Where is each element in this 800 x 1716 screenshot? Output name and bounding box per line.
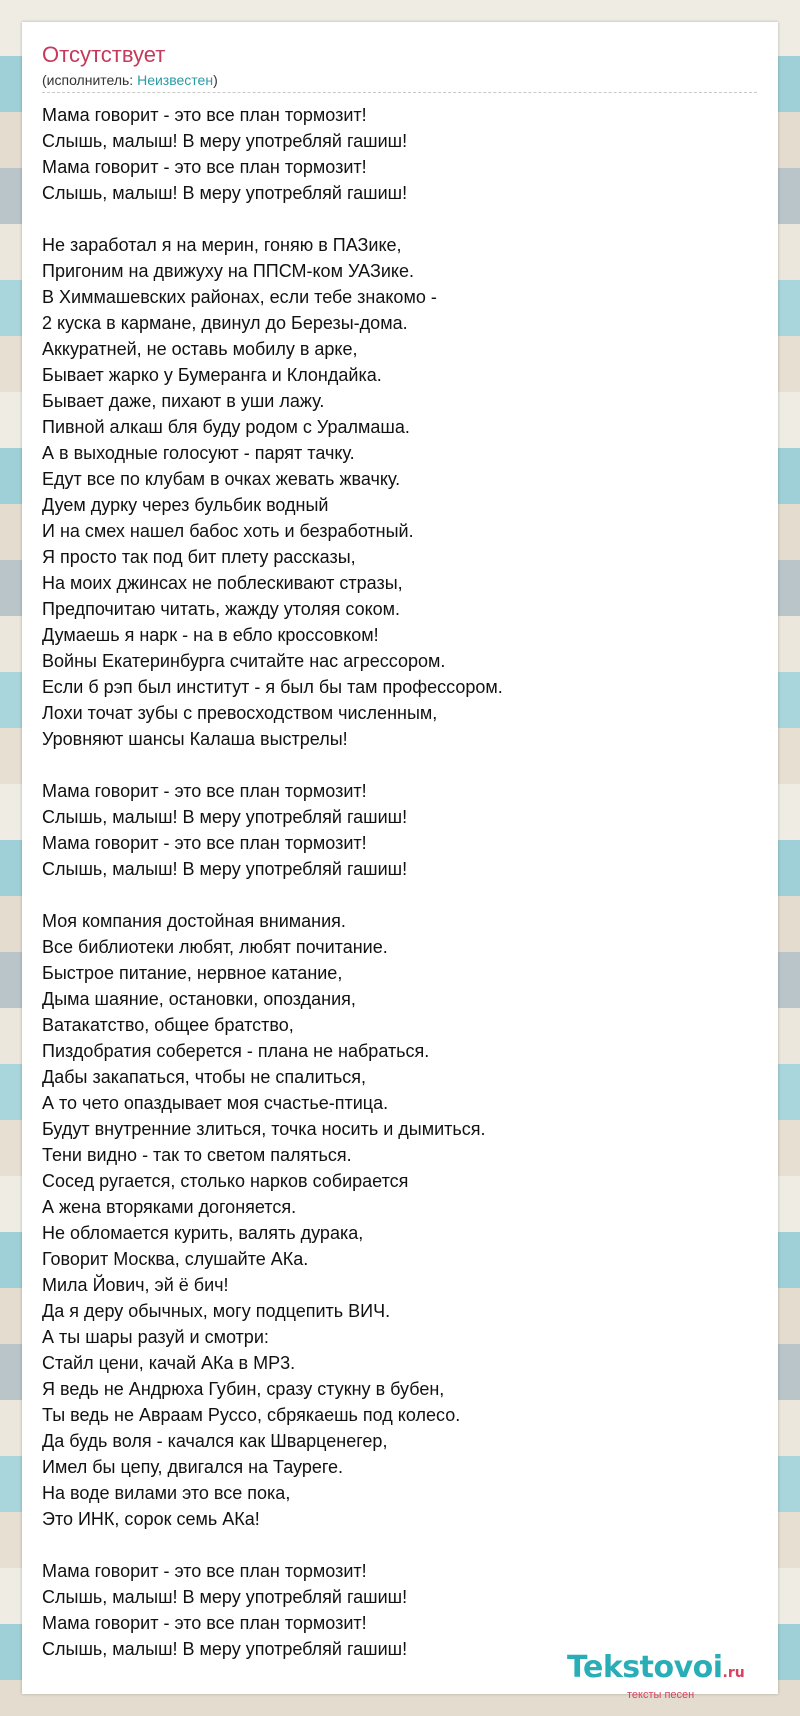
lyric-line: Пиздобратия соберется - плана не набраться. xyxy=(42,1041,430,1061)
lyric-line: Быстрое питание, нервное катание, xyxy=(42,963,343,983)
lyric-line: Это ИНК, сорок семь АКа! xyxy=(42,1509,260,1529)
logo-wordmark xyxy=(567,1652,777,1689)
lyric-line: А то чето опаздывает моя счастье-птица. xyxy=(42,1093,389,1113)
lyric-line: Пригоним на движуху на ППСМ-ком УАЗике. xyxy=(42,261,414,281)
lyric-line: Уровняют шансы Калаша выстрелы! xyxy=(42,729,348,749)
lyrics-text xyxy=(42,102,757,1688)
lyric-line: Имел бы цепу, двигался на Тауреге. xyxy=(42,1457,344,1477)
divider xyxy=(42,92,757,93)
logo-tld: .ru xyxy=(722,1665,745,1681)
lyric-line: Дыма шаяние, остановки, опоздания, xyxy=(42,989,356,1009)
artist-prefix: (исполнитель: xyxy=(42,72,138,88)
lyric-line: Мама говорит - это все план тормозит! xyxy=(42,1561,367,1581)
lyric-line: Слышь, малыш! В меру употребляй гашиш! xyxy=(42,807,408,827)
lyric-line: Говорит Москва, слушайте АКа. xyxy=(42,1249,309,1269)
lyric-line: Не обломается курить, валять дурака, xyxy=(42,1223,364,1243)
lyric-line: На моих джинсах не поблескивают стразы, xyxy=(42,573,403,593)
lyric-line: Слышь, малыш! В меру употребляй гашиш! xyxy=(42,183,408,203)
lyric-line: Мама говорит - это все план тормозит! xyxy=(42,781,367,801)
lyric-line: Думаешь я нарк - на в еблo кроссовком! xyxy=(42,625,379,645)
artist-line xyxy=(42,72,218,88)
lyrics-card xyxy=(22,22,778,1701)
artist-suffix: ) xyxy=(213,72,218,88)
lyric-line: Если б рэп был институт - я был бы там профессором. xyxy=(42,677,503,697)
lyric-line: Мама говорит - это все план тормозит! xyxy=(42,105,367,125)
song-title: Отсутствует xyxy=(42,42,166,67)
lyric-line: Стайл цени, качай АКа в MP3. xyxy=(42,1353,296,1373)
lyric-line: Лохи точат зубы с превосходством численным, xyxy=(42,703,438,723)
lyric-line: 2 куска в кармане, двинул до Березы-дома. xyxy=(42,313,408,333)
lyric-line: Будут внутренние злиться, точка носить и дымиться. xyxy=(42,1119,486,1139)
lyric-line: Не заработал я на мерин, гоняю в ПАЗике, xyxy=(42,235,402,255)
lyric-line: Слышь, малыш! В меру употребляй гашиш! xyxy=(42,859,408,879)
stanza xyxy=(42,908,757,1532)
lyric-line: Едут все по клубам в очках жевать жвачку. xyxy=(42,469,401,489)
stanza xyxy=(42,232,757,752)
lyric-line: Да я деру обычных, могу подцепить ВИЧ. xyxy=(42,1301,391,1321)
lyric-line: Мила Йович, эй ё бич! xyxy=(42,1275,229,1295)
lyric-line: Войны Екатеринбурга считайте нас агрессором. xyxy=(42,651,446,671)
lyric-line: Слышь, малыш! В меру употребляй гашиш! xyxy=(42,131,408,151)
lyric-line: Да будь воля - качался как Шварценегер, xyxy=(42,1431,388,1451)
stanza xyxy=(42,1558,757,1662)
artist-link[interactable]: Неизвестен xyxy=(137,72,214,88)
logo-tagline: тексты песен xyxy=(627,1689,695,1701)
lyric-line: Мама говорит - это все план тормозит! xyxy=(42,833,367,853)
lyric-line: Дабы закапаться, чтобы не спалиться, xyxy=(42,1067,367,1087)
stanza xyxy=(42,778,757,882)
lyric-line: Бывает жарко у Бумеранга и Клондайка. xyxy=(42,365,382,385)
lyric-line: А жена вторяками догоняется. xyxy=(42,1197,297,1217)
lyric-line: Пивной алкаш бля буду родом с Уралмаша. xyxy=(42,417,410,437)
lyric-line: Ватакатство, общее братство, xyxy=(42,1015,294,1035)
lyric-line: Мама говорит - это все план тормозит! xyxy=(42,1613,367,1633)
lyric-line: Сосед ругается, столько нарков собирается xyxy=(42,1171,409,1191)
lyric-line: Моя компания достойная внимания. xyxy=(42,911,346,931)
lyric-line: Мама говорит - это все план тормозит! xyxy=(42,157,367,177)
lyric-line: Слышь, малыш! В меру употребляй гашиш! xyxy=(42,1639,408,1659)
lyric-line: И на смех нашел бабос хоть и безработный. xyxy=(42,521,414,541)
lyric-line: На воде вилами это все пока, xyxy=(42,1483,291,1503)
lyric-line: Ты ведь не Авраам Руссо, сбрякаешь под колесо. xyxy=(42,1405,461,1425)
lyric-line: Дуем дурку через бульбик водный xyxy=(42,495,329,515)
stanza xyxy=(42,102,757,206)
lyric-line: Бывает даже, пихают в уши лажу. xyxy=(42,391,325,411)
lyric-line: А ты шары разуй и смотри: xyxy=(42,1327,269,1347)
lyric-line: Аккуратней, не оставь мобилу в арке, xyxy=(42,339,358,359)
lyric-line: Все библиотеки любят, любят почитание. xyxy=(42,937,388,957)
lyric-line: Я ведь не Андрюха Губин, сразу стукну в бубен, xyxy=(42,1379,445,1399)
lyric-line: Слышь, малыш! В меру употребляй гашиш! xyxy=(42,1587,408,1607)
lyric-line: Тени видно - так то светом паляться. xyxy=(42,1145,352,1165)
lyric-line: Предпочитаю читать, жажду утоляя соком. xyxy=(42,599,401,619)
lyric-line: А в выходные голосуют - парят тачку. xyxy=(42,443,355,463)
logo-name: Tekstovoi xyxy=(567,1650,723,1685)
lyric-line: Я просто так под бит плету рассказы, xyxy=(42,547,356,567)
tekstovoi-logo[interactable] xyxy=(567,1652,777,1701)
lyric-line: В Химмашевских районах, если тебе знакомо - xyxy=(42,287,437,307)
